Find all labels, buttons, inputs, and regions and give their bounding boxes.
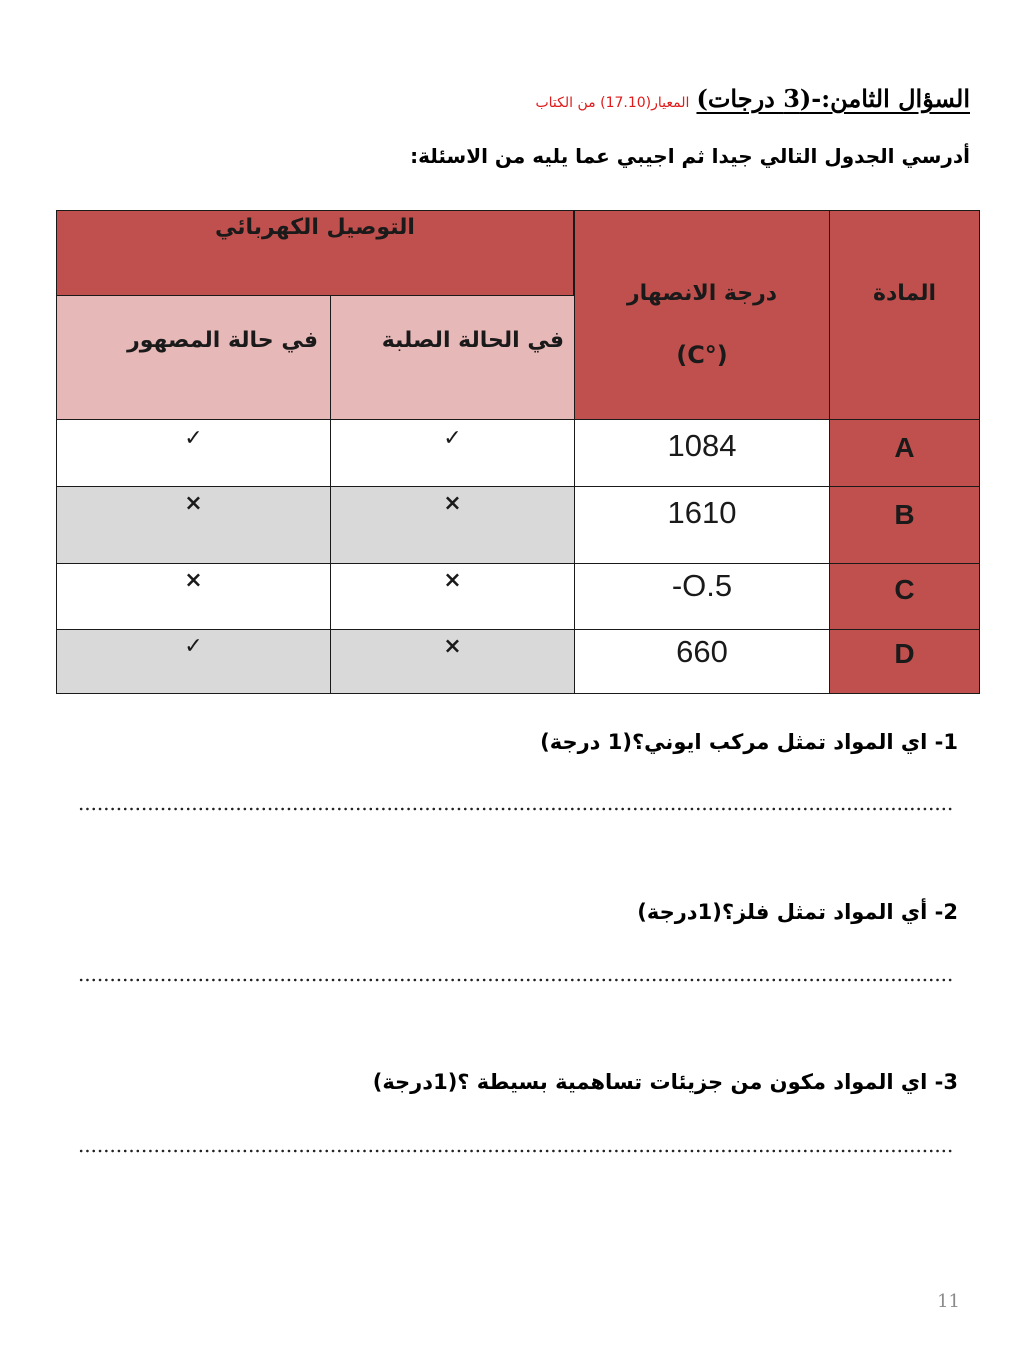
cross-icon: × bbox=[443, 634, 462, 659]
table-cell-melting-point bbox=[574, 563, 830, 630]
question-3: 3- اي المواد مكون من جزيئات تساهمية بسيطة ؟(1درجة) bbox=[372, 1070, 958, 1094]
data-table bbox=[56, 210, 980, 694]
melting-point-value: 1084 bbox=[667, 428, 737, 463]
header-molten-state-label: في حالة المصهور bbox=[127, 328, 318, 353]
cross-icon: × bbox=[443, 491, 462, 516]
question-1: 1- اي المواد تمثل مركب ايوني؟(1 درجة) bbox=[540, 730, 958, 754]
header-melting-point-label: درجة الانصهار bbox=[626, 281, 778, 306]
melting-point-value: 1610 bbox=[667, 495, 737, 530]
header-melting-point bbox=[574, 210, 830, 420]
header-conductivity bbox=[56, 210, 574, 296]
table-cell-substance bbox=[829, 486, 980, 564]
header-solid-state bbox=[330, 295, 575, 420]
substance-label: B bbox=[894, 499, 915, 530]
table-cell-molten bbox=[56, 629, 331, 694]
header-substance bbox=[829, 210, 980, 420]
table-cell-melting-point bbox=[574, 629, 830, 694]
header-molten-state bbox=[56, 295, 331, 420]
table-cell-solid bbox=[330, 629, 575, 694]
table-cell-solid bbox=[330, 563, 575, 630]
check-icon: ✓ bbox=[184, 634, 203, 659]
question-header bbox=[70, 84, 970, 124]
table-cell-molten bbox=[56, 563, 331, 630]
page-number: 11 bbox=[937, 1291, 960, 1312]
answer-line-1[interactable] bbox=[78, 807, 954, 811]
table-cell-melting-point bbox=[574, 419, 830, 487]
instruction-text: أدرسي الجدول التالي جيدا ثم اجيبي عما يليه من الاسئلة: bbox=[410, 144, 970, 168]
standard-note: المعيار(17.10) من الكتاب bbox=[535, 95, 690, 111]
answer-line-3[interactable] bbox=[78, 1149, 954, 1153]
table-cell-molten bbox=[56, 486, 331, 564]
check-icon: ✓ bbox=[184, 426, 203, 451]
header-melting-point-unit: (C°) bbox=[676, 341, 728, 369]
table-cell-melting-point bbox=[574, 486, 830, 564]
table-cell-molten bbox=[56, 419, 331, 487]
header-substance-label: المادة bbox=[872, 281, 937, 306]
question-title: السؤال الثامن:-(3 درجات) bbox=[696, 84, 970, 113]
cross-icon: × bbox=[443, 568, 462, 593]
check-icon: ✓ bbox=[443, 426, 462, 451]
header-solid-state-label: في الحالة الصلبة bbox=[381, 328, 564, 353]
substance-label: C bbox=[894, 574, 915, 605]
melting-point-value: -O.5 bbox=[671, 568, 733, 603]
answer-line-2[interactable] bbox=[78, 978, 954, 982]
cross-icon: × bbox=[184, 568, 203, 593]
substance-label: D bbox=[894, 638, 915, 669]
cross-icon: × bbox=[184, 491, 203, 516]
header-conductivity-label: التوصيل الكهربائي bbox=[215, 215, 415, 240]
table-cell-substance bbox=[829, 563, 980, 630]
table-cell-substance bbox=[829, 419, 980, 487]
question-2: 2- أي المواد تمثل فلز؟(1درجة) bbox=[637, 900, 958, 924]
table-cell-solid bbox=[330, 486, 575, 564]
substance-label: A bbox=[894, 432, 915, 463]
table-cell-substance bbox=[829, 629, 980, 694]
table-cell-solid bbox=[330, 419, 575, 487]
melting-point-value: 660 bbox=[676, 634, 728, 669]
